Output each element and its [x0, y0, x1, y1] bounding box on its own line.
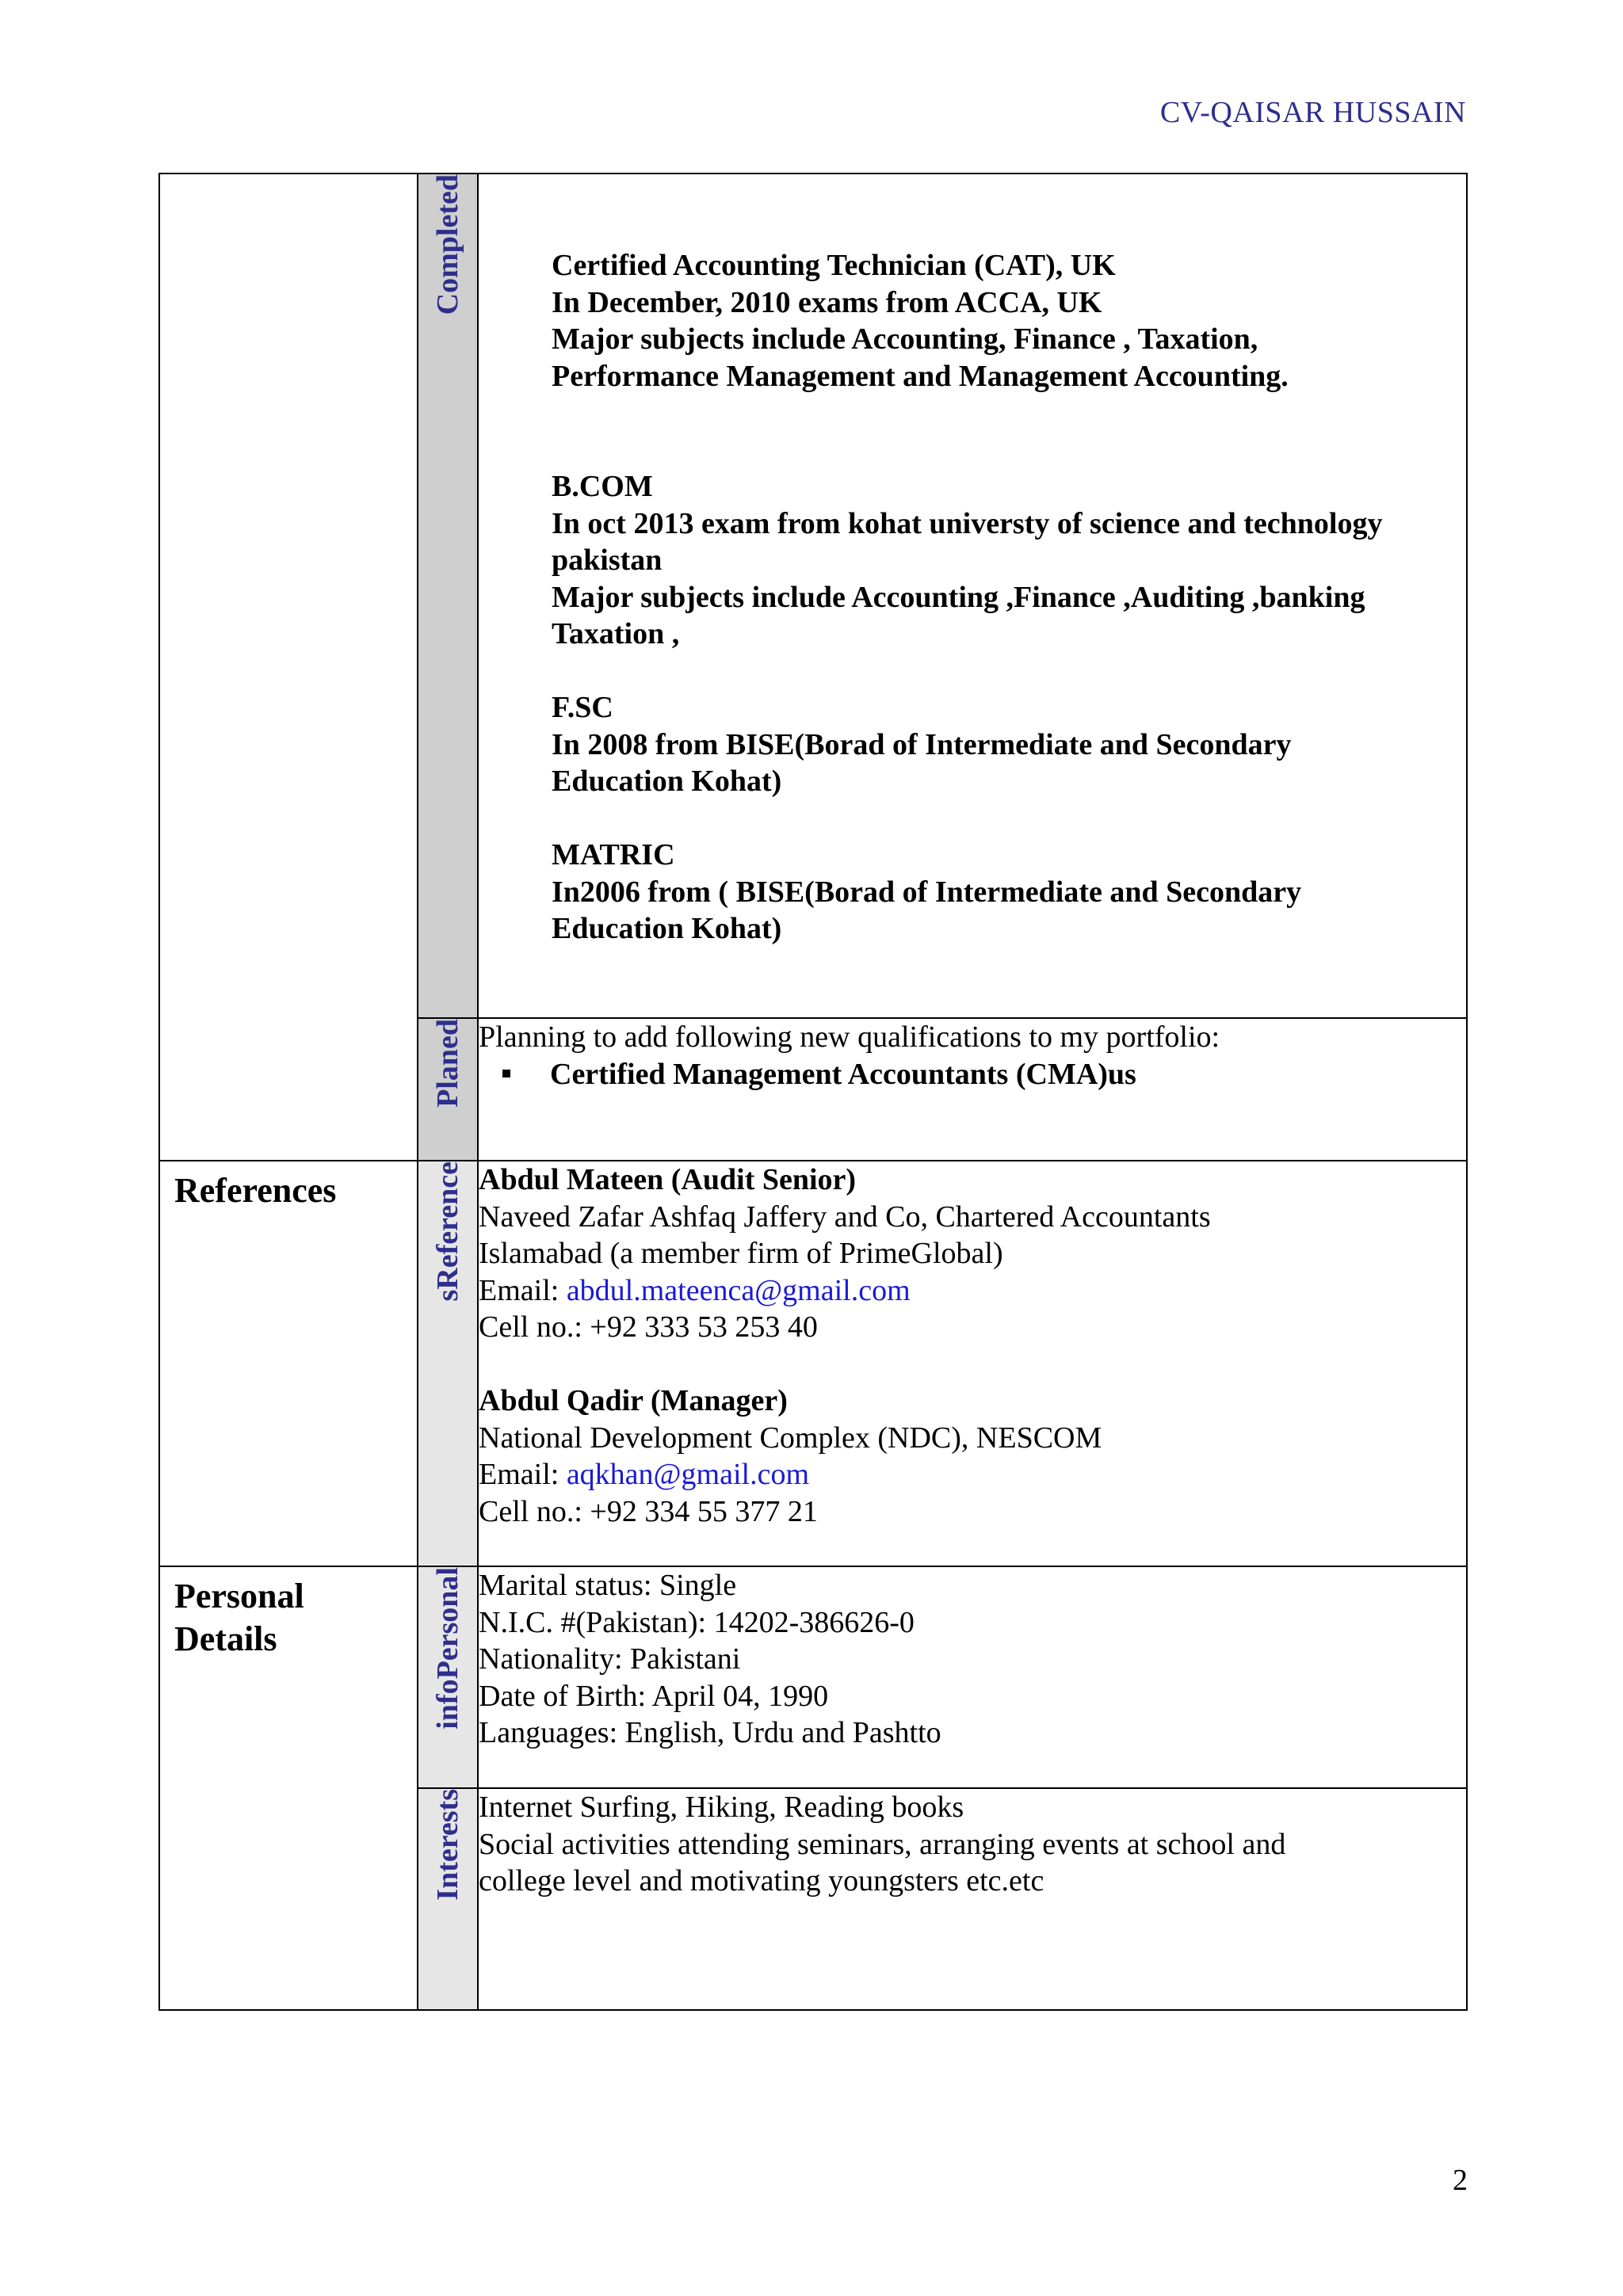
references-label-cell	[159, 1161, 418, 1566]
completed-education-cell	[478, 174, 1467, 1018]
references-side-label: sReference	[431, 1161, 464, 1302]
personal-details-label: Personal	[174, 1577, 304, 1615]
education-line: Major subjects include Accounting ,Finance ,Auditing ,banking	[552, 580, 1365, 614]
interests-line: Social activities attending seminars, arranging events at school and	[479, 1827, 1286, 1861]
reference-email-link[interactable]: aqkhan@gmail.com	[566, 1458, 810, 1491]
reference-email-row	[479, 1272, 1466, 1310]
personal-details-label: Details	[174, 1619, 277, 1658]
education-line: F.SC	[552, 691, 613, 724]
references-side-cell	[418, 1161, 478, 1566]
education-line: In oct 2013 exam from kohat universty of science and technology	[552, 506, 1383, 540]
education-line: MATRIC	[552, 838, 675, 871]
reference-org: National Development Complex (NDC), NESCOM	[479, 1421, 1102, 1455]
reference-org: Naveed Zafar Ashfaq Jaffery and Co, Chartered Accountants	[479, 1199, 1211, 1234]
references-label: References	[174, 1171, 337, 1210]
reference-email-label: Email:	[479, 1273, 567, 1307]
planned-side-label: Planed	[431, 1019, 464, 1108]
planned-intro: Planning to add following new qualifications to my portfolio:	[479, 1020, 1220, 1054]
interests-line: college level and motivating youngsters etc.etc	[479, 1864, 1044, 1897]
planned-side-cell	[418, 1018, 478, 1161]
reference-cell: Cell no.: +92 334 55 377 21	[479, 1494, 818, 1528]
personal-info-line: Date of Birth: April 04, 1990	[479, 1679, 829, 1713]
education-entry-bcom	[552, 468, 1458, 653]
education-line: B.COM	[552, 470, 653, 503]
education-entry-cat	[552, 247, 1458, 395]
cv-table	[158, 173, 1468, 2011]
education-entry-fsc	[552, 689, 1458, 800]
personal-info-line: Nationality: Pakistani	[479, 1642, 741, 1676]
personal-info-line: N.I.C. #(Pakistan): 14202-386626-0	[479, 1605, 915, 1639]
reference-email-label: Email:	[479, 1458, 567, 1491]
cv-header-title: CV-QAISAR HUSSAIN	[1159, 96, 1466, 129]
references-cell	[478, 1161, 1467, 1566]
square-bullet-icon	[502, 1070, 510, 1077]
reference-cell: Cell no.: +92 333 53 253 40	[479, 1310, 818, 1344]
reference-email-link[interactable]: abdul.mateenca@gmail.com	[566, 1273, 911, 1307]
reference-org: Islamabad (a member firm of PrimeGlobal)	[479, 1237, 1003, 1270]
interests-cell	[478, 1788, 1467, 2010]
personal-details-label-cell	[159, 1566, 418, 2010]
education-entry-matric	[552, 837, 1458, 948]
page-number: 2	[1453, 2164, 1468, 2197]
reference-name: Abdul Mateen (Audit Senior)	[479, 1163, 857, 1196]
interests-side-label: Interests	[431, 1789, 464, 1901]
personal-info-cell	[478, 1566, 1467, 1788]
planned-cell	[478, 1018, 1467, 1161]
reference-person	[479, 1383, 1466, 1530]
education-label-cell	[159, 174, 418, 1161]
reference-email-row	[479, 1456, 1466, 1493]
education-line: Education Kohat)	[552, 912, 782, 945]
personal-info-line: Marital status: Single	[479, 1569, 737, 1602]
interests-side-cell	[418, 1788, 478, 2010]
reference-person	[479, 1161, 1466, 1346]
education-line: Education Kohat)	[552, 765, 782, 798]
interests-line: Internet Surfing, Hiking, Reading books	[479, 1791, 964, 1824]
completed-side-label: Completed	[431, 174, 464, 315]
personal-side-cell	[418, 1566, 478, 1788]
education-line: Major subjects include Accounting, Finance , Taxation,	[552, 322, 1258, 356]
reference-name: Abdul Qadir (Manager)	[479, 1384, 788, 1417]
education-line: In 2008 from BISE(Borad of Intermediate and Secondary	[552, 727, 1292, 761]
completed-side-cell	[418, 174, 478, 1018]
education-line: Performance Management and Management Accounting.	[552, 359, 1289, 393]
personal-info-line: Languages: English, Urdu and Pashtto	[479, 1716, 941, 1749]
education-line: pakistan	[552, 543, 663, 577]
education-line: In December, 2010 exams from ACCA, UK	[552, 285, 1102, 319]
planned-item-label: Certified Management Accountants (CMA)us	[550, 1057, 1136, 1091]
planned-item	[479, 1056, 1466, 1093]
education-line: Taxation ,	[552, 617, 680, 650]
education-line: In2006 from ( BISE(Borad of Intermediate and Secondary	[552, 875, 1302, 909]
personal-side-label: infoPersonal	[431, 1567, 464, 1730]
education-line: Certified Accounting Technician (CAT), UK	[552, 249, 1116, 282]
education-list	[479, 174, 1466, 948]
